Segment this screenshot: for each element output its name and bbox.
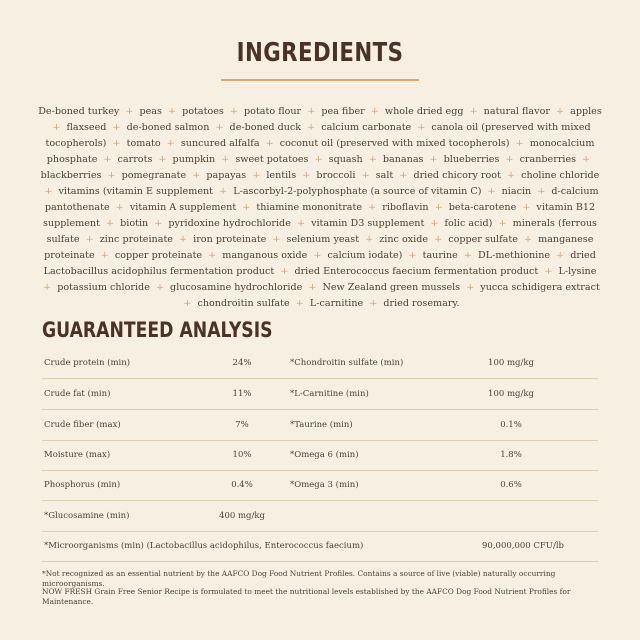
- ingredient-item: choline chloride: [521, 170, 600, 181]
- separator-plus: +: [85, 234, 94, 245]
- ingredient-item: manganese proteinate: [44, 234, 594, 261]
- footnote-not-recognized: *Not recognized as an essential nutrient by the AAFCO Dog Food Nutrient Profiles. Contains a source of live (viable) naturally occurring microorganisms.: [42, 569, 556, 588]
- separator-plus: +: [280, 266, 289, 277]
- separator-plus: +: [582, 154, 591, 165]
- ingredient-item: minerals (ferrous sulfate: [46, 218, 597, 245]
- ingredient-item: copper sulfate: [448, 234, 518, 245]
- separator-plus: +: [361, 170, 370, 181]
- nutrient-value: 11%: [232, 389, 252, 399]
- ingredient-item: L-ascorbyl-2-polyphosphate (a source of vitamin C): [233, 186, 482, 197]
- separator-plus: +: [523, 234, 533, 245]
- nutrient-label: Crude fiber (max): [44, 420, 121, 430]
- separator-plus: +: [208, 250, 217, 261]
- separator-plus: +: [429, 154, 438, 165]
- ingredient-item: calcium iodate): [327, 250, 403, 261]
- ingredient-item: sweet potatoes: [235, 154, 309, 165]
- separator-plus: +: [112, 122, 121, 133]
- ingredient-item: DL-methionine: [478, 250, 551, 261]
- separator-plus: +: [365, 234, 374, 245]
- nutrient-value: 1.8%: [500, 450, 522, 460]
- ingredient-item: flaxseed: [66, 122, 107, 133]
- nutrient-label: Moisture (max): [44, 450, 111, 460]
- ingredient-item: de-boned duck: [229, 122, 302, 133]
- ingredient-item: monocalcium phosphate: [46, 138, 595, 165]
- nutrient-value: 100 mg/kg: [488, 389, 534, 399]
- separator-plus: +: [463, 250, 472, 261]
- separator-plus: +: [515, 138, 524, 149]
- separator-plus: +: [399, 170, 408, 181]
- separator-plus: +: [265, 138, 274, 149]
- separator-plus: +: [215, 122, 224, 133]
- ingredient-item: dried chicory root: [413, 170, 501, 181]
- microorganisms-label: *Microorganisms (min) (Lactobacillus acidophilus, Enterococcus faecium): [44, 541, 364, 551]
- ingredient-item: dried rosemary.: [383, 298, 460, 309]
- ingredient-item: calcium carbonate: [321, 122, 412, 133]
- ingredient-item: copper proteinate: [114, 250, 203, 261]
- separator-plus: +: [498, 218, 507, 229]
- ingredient-item: New Zealand green mussels: [322, 282, 461, 293]
- table-row: [42, 410, 598, 441]
- separator-plus: +: [487, 186, 496, 197]
- ingredient-item: glucosamine hydrochloride: [170, 282, 303, 293]
- separator-plus: +: [166, 138, 175, 149]
- separator-plus: +: [544, 266, 553, 277]
- table-row: [42, 379, 598, 410]
- separator-plus: +: [430, 218, 439, 229]
- ingredient-item: De-boned turkey: [38, 106, 120, 117]
- nutrient-label: *Omega 6 (min): [290, 450, 359, 460]
- ingredient-item: peas: [139, 106, 162, 117]
- separator-plus: +: [466, 282, 475, 293]
- nutrient-value: 0.1%: [500, 420, 522, 430]
- nutrient-label: Phosphorus (min): [44, 480, 121, 490]
- table-row: [42, 470, 598, 501]
- separator-plus: +: [469, 106, 478, 117]
- separator-plus: +: [308, 282, 317, 293]
- separator-plus: +: [369, 298, 378, 309]
- separator-plus: +: [505, 154, 514, 165]
- separator-plus: +: [537, 186, 546, 197]
- separator-plus: +: [106, 218, 115, 229]
- ingredient-item: selenium yeast: [286, 234, 360, 245]
- separator-plus: +: [112, 138, 121, 149]
- ingredient-item: zinc oxide: [379, 234, 429, 245]
- nutrient-label: *Chondroitin sulfate (min): [290, 358, 404, 368]
- separator-plus: +: [506, 170, 516, 181]
- separator-plus: +: [219, 186, 228, 197]
- ingredient-item: whole dried egg: [384, 106, 464, 117]
- ingredient-item: zinc proteinate: [99, 234, 173, 245]
- separator-plus: +: [107, 170, 116, 181]
- separator-plus: +: [158, 154, 167, 165]
- ingredient-item: L-lysine: [558, 266, 597, 277]
- separator-plus: +: [522, 202, 531, 213]
- nutrient-value: 24%: [232, 358, 252, 368]
- ingredient-item: niacin: [501, 186, 532, 197]
- ingredient-item: natural flavor: [483, 106, 550, 117]
- separator-plus: +: [115, 202, 124, 213]
- ingredient-item: lentils: [266, 170, 297, 181]
- separator-plus: +: [43, 282, 52, 293]
- separator-plus: +: [179, 234, 188, 245]
- ingredient-item: potatoes: [182, 106, 224, 117]
- nutrient-value: 0.6%: [500, 480, 522, 490]
- ingredient-item: apples: [570, 106, 602, 117]
- separator-plus: +: [313, 250, 322, 261]
- separator-plus: +: [168, 106, 177, 117]
- ingredient-item: folic acid): [444, 218, 493, 229]
- ingredient-item: vitamin D3 supplement: [311, 218, 425, 229]
- ingredient-item: suncured alfalfa: [180, 138, 260, 149]
- nutrient-label: *Taurine (min): [290, 420, 353, 430]
- table-row: [42, 348, 598, 379]
- separator-plus: +: [295, 298, 304, 309]
- ingredient-item: biotin: [120, 218, 149, 229]
- ingredient-item: vitamins (vitamin E supplement: [58, 186, 214, 197]
- ingredient-item: dried Enterococcus faecium fermentation product: [294, 266, 539, 277]
- separator-plus: +: [417, 122, 426, 133]
- nutrient-value: 0.4%: [231, 480, 253, 490]
- nutrient-value: 400 mg/kg: [219, 511, 265, 521]
- nutrient-label: *L-Carnitine (min): [290, 389, 369, 399]
- ingredient-item: coconut oil (preserved with mixed tocopherols): [279, 138, 510, 149]
- title-underline: [221, 79, 419, 81]
- ingredient-item: chondroitin sulfate: [197, 298, 290, 309]
- ingredient-item: thiamine mononitrate: [256, 202, 363, 213]
- separator-plus: +: [183, 298, 192, 309]
- nutrient-value: 100 mg/kg: [488, 358, 534, 368]
- separator-plus: +: [242, 202, 251, 213]
- separator-plus: +: [155, 282, 164, 293]
- microorganisms-value: 90,000,000 CFU/lb: [482, 541, 564, 551]
- ingredient-item: squash: [328, 154, 363, 165]
- ingredient-item: de-boned salmon: [126, 122, 210, 133]
- ingredient-item: blackberries: [40, 170, 102, 181]
- ingredient-item: beta-carotene: [448, 202, 517, 213]
- ingredient-item: papayas: [206, 170, 247, 181]
- ingredient-item: canola oil (preserved with mixed tocopherols): [45, 122, 591, 149]
- ingredient-item: pumpkin: [172, 154, 216, 165]
- ingredient-item: tomato: [126, 138, 161, 149]
- separator-plus: +: [302, 170, 311, 181]
- separator-plus: +: [556, 106, 565, 117]
- nutrient-label: *Omega 3 (min): [290, 480, 359, 490]
- ingredient-item: d-calcium pantothenate: [44, 186, 599, 213]
- ingredients-title: INGREDIENTS: [236, 38, 404, 68]
- nutrient-value: 7%: [235, 420, 249, 430]
- ingredient-item: manganous oxide: [222, 250, 308, 261]
- separator-plus: +: [296, 218, 305, 229]
- ingredient-item: yucca schidigera extract: [480, 282, 600, 293]
- ingredient-item: pyridoxine hydrochloride: [168, 218, 291, 229]
- nutrient-label: Crude fat (min): [44, 389, 111, 399]
- ingredient-item: blueberries: [443, 154, 500, 165]
- separator-plus: +: [221, 154, 230, 165]
- separator-plus: +: [408, 250, 417, 261]
- separator-plus: +: [368, 154, 377, 165]
- ingredient-item: vitamin B12 supplement: [43, 202, 596, 229]
- table-row: [42, 501, 598, 532]
- separator-plus: +: [44, 186, 53, 197]
- separator-plus: +: [125, 106, 134, 117]
- guaranteed-analysis-title: GUARANTEED ANALYSIS: [42, 318, 273, 342]
- separator-plus: +: [154, 218, 163, 229]
- nutrient-label: *Glucosamine (min): [44, 511, 130, 521]
- separator-plus: +: [252, 170, 261, 181]
- separator-plus: +: [192, 170, 201, 181]
- ingredient-item: taurine: [422, 250, 458, 261]
- separator-plus: +: [307, 106, 316, 117]
- separator-plus: +: [103, 154, 112, 165]
- ingredient-item: riboflavin: [382, 202, 429, 213]
- ingredient-item: dried Lactobacillus acidophilus fermentation product: [43, 250, 596, 277]
- table-row-microorganisms: [42, 531, 598, 562]
- ingredient-item: potassium chloride: [57, 282, 150, 293]
- ingredient-item: carrots: [117, 154, 153, 165]
- separator-plus: +: [229, 106, 238, 117]
- ingredient-item: pomegranate: [121, 170, 187, 181]
- separator-plus: +: [272, 234, 281, 245]
- footnote-formulation: NOW FRESH Grain Free Senior Recipe is formulated to meet the nutritional levels established by the AAFCO Dog Food Nutrient Profiles for Maintenance.: [42, 587, 571, 606]
- separator-plus: +: [314, 154, 323, 165]
- ingredients-list: [38, 104, 602, 312]
- ingredient-item: cranberries: [519, 154, 577, 165]
- separator-plus: +: [556, 250, 565, 261]
- table-row: [42, 440, 598, 471]
- separator-plus: +: [434, 202, 443, 213]
- ingredient-item: iron proteinate: [193, 234, 267, 245]
- ingredient-item: broccoli: [316, 170, 356, 181]
- separator-plus: +: [307, 122, 316, 133]
- ingredient-item: pea fiber: [321, 106, 365, 117]
- separator-plus: +: [100, 250, 109, 261]
- nutrient-value: 10%: [232, 450, 252, 460]
- separator-plus: +: [434, 234, 443, 245]
- separator-plus: +: [368, 202, 377, 213]
- separator-plus: +: [370, 106, 379, 117]
- ingredient-item: potato flour: [244, 106, 302, 117]
- nutrient-label: Crude protein (min): [44, 358, 131, 368]
- ingredient-item: vitamin A supplement: [129, 202, 237, 213]
- ingredient-item: salt: [375, 170, 394, 181]
- ingredient-item: bananas: [382, 154, 424, 165]
- separator-plus: +: [52, 122, 61, 133]
- ingredient-item: L-carnitine: [309, 298, 364, 309]
